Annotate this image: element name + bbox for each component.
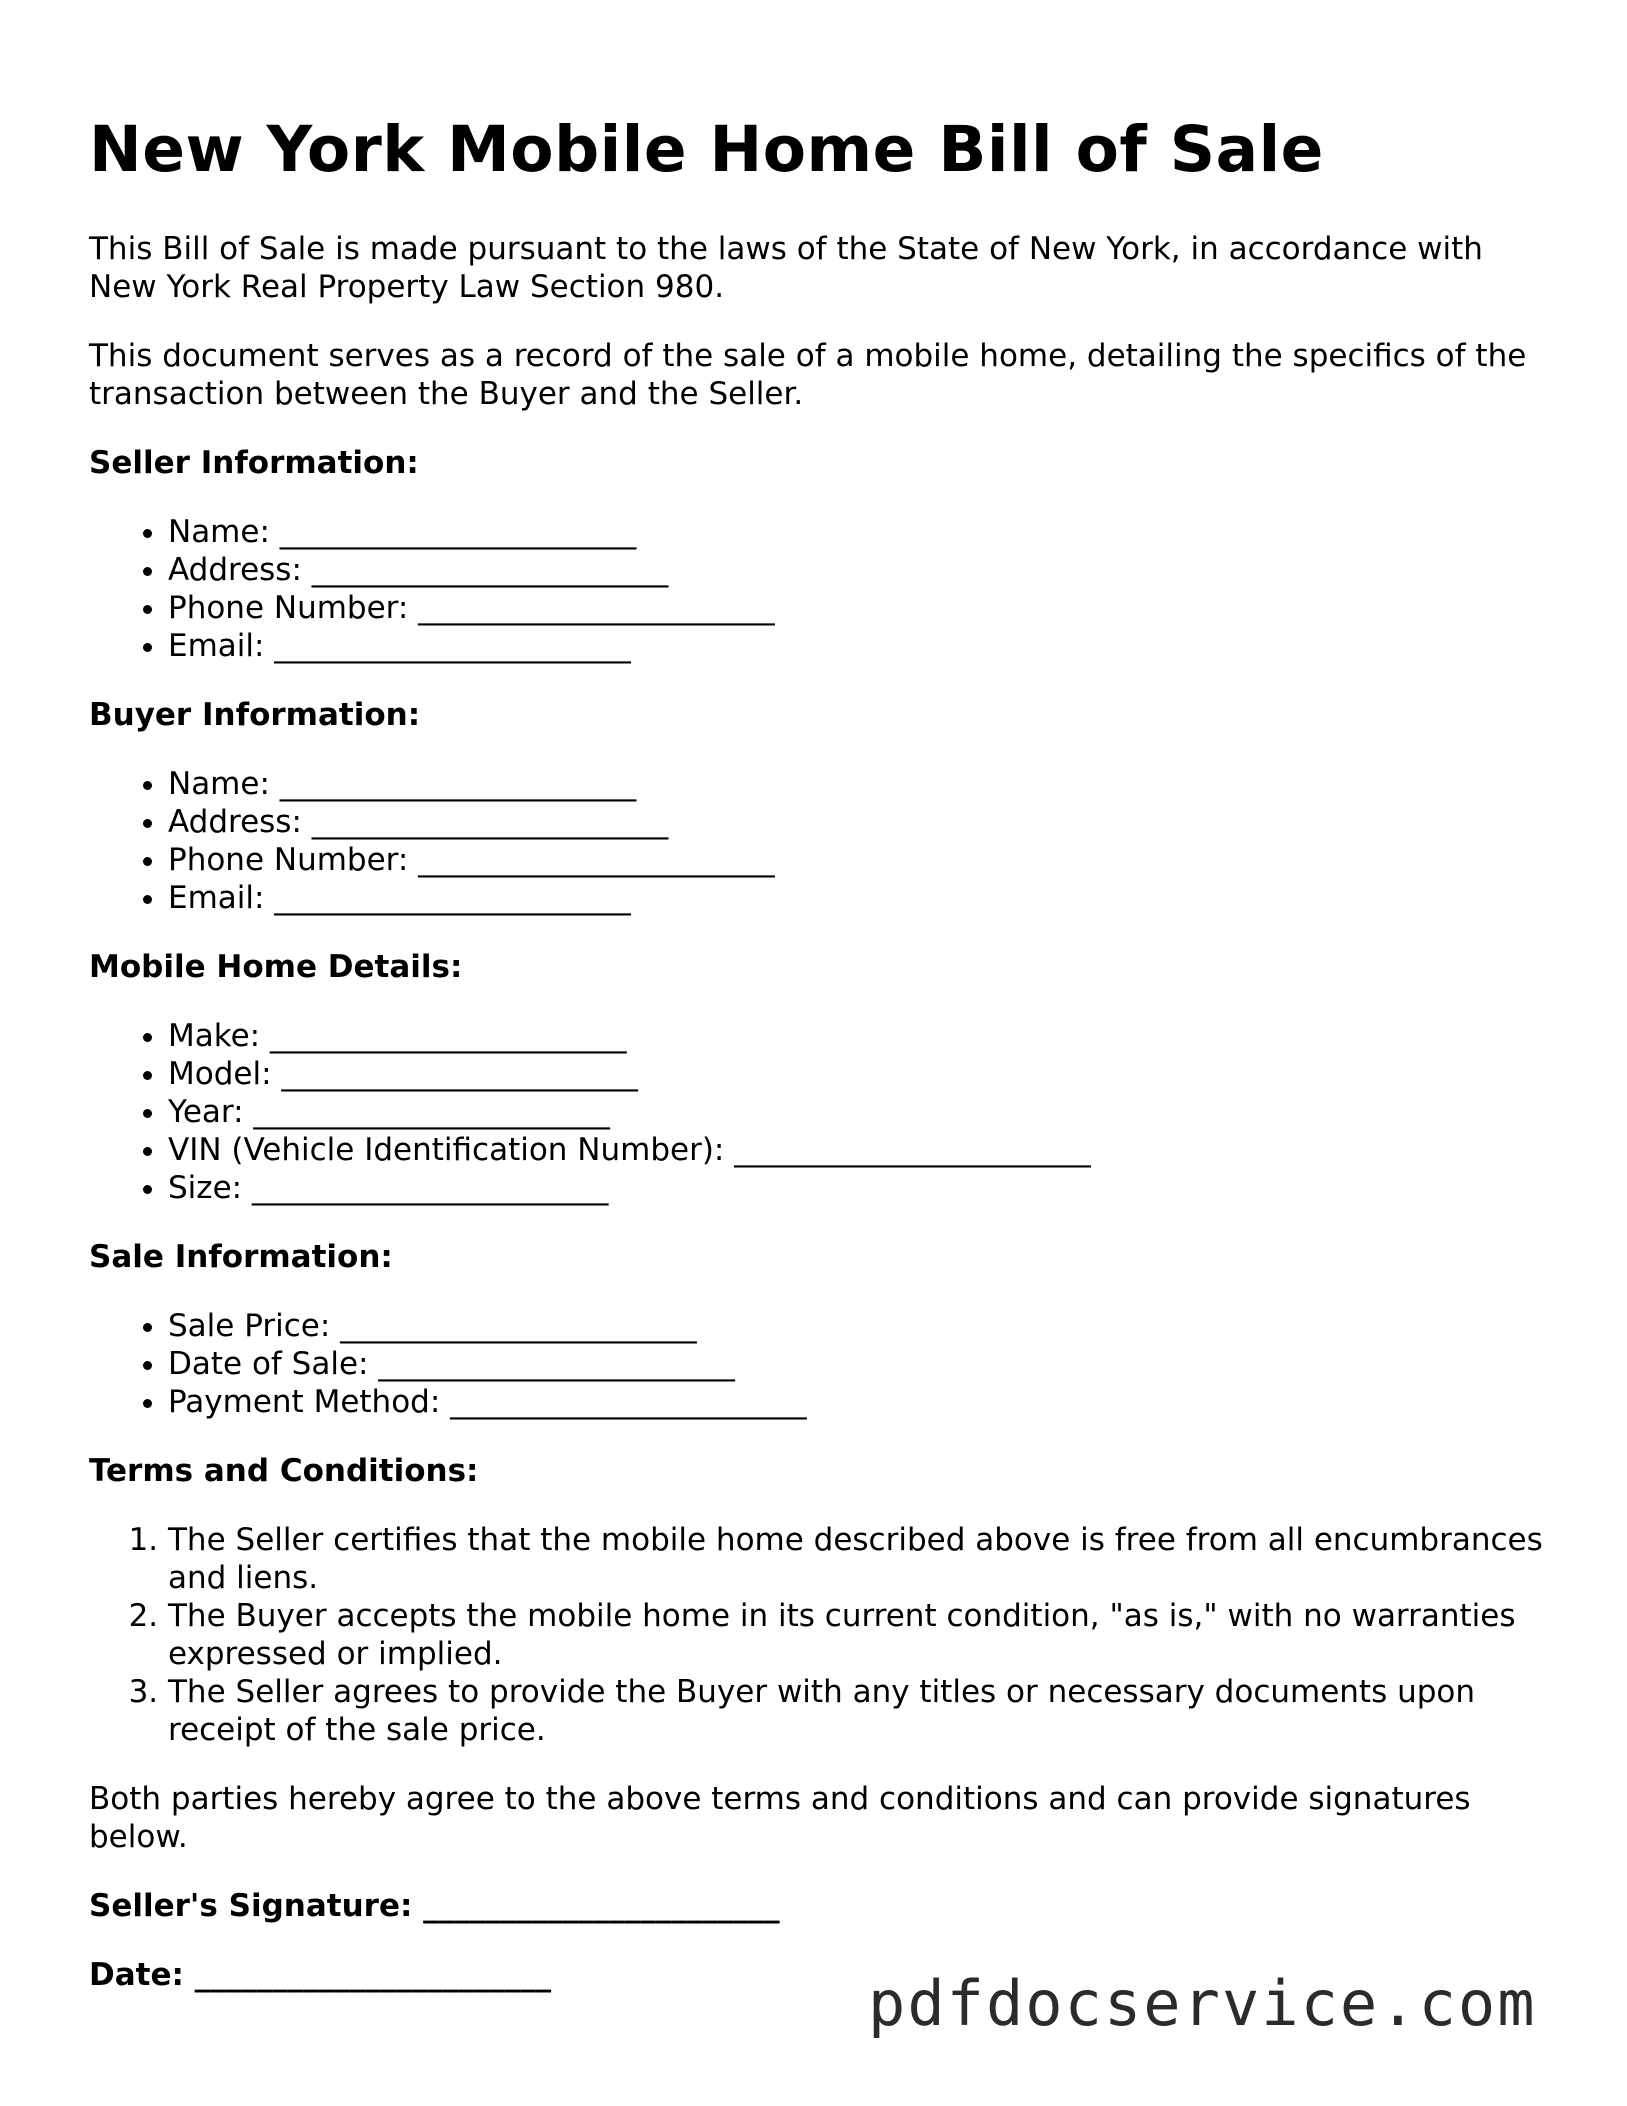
seller-signature-line: Seller's Signature: _______________________ [89, 1888, 780, 1924]
term-item-as-is: 2. The Buyer accepts the mobile home in its current condition, "as is," with no warranties expressed or implied. [168, 1597, 1549, 1673]
buyer-information-heading: Buyer Information: [89, 697, 421, 733]
mobile-home-model-field: • Model: _______________________ [168, 1055, 1549, 1093]
term-item-titles-documents: 3. The Seller agrees to provide the Buyer with any titles or necessary documents upon receipt of the sale price. [168, 1673, 1549, 1749]
watermark-text: pdfdocservice.com [868, 1967, 1537, 2040]
intro-paragraph-legal-basis: This Bill of Sale is made pursuant to the laws of the State of New York, in accordance with New York Real Property Law Section 980. [89, 231, 1483, 305]
buyer-name-field: • Name: _______________________ [168, 765, 1549, 803]
mobile-home-details-list [89, 1017, 1549, 1207]
seller-phone-field: • Phone Number: _______________________ [168, 589, 1549, 627]
terms-and-conditions-list [89, 1521, 1549, 1749]
mobile-home-details-heading: Mobile Home Details: [89, 949, 463, 985]
sale-information-heading: Sale Information: [89, 1239, 393, 1275]
signature-date-line: Date: _______________________ [89, 1957, 552, 1993]
seller-name-field: • Name: _______________________ [168, 513, 1549, 551]
seller-information-list [89, 513, 1549, 665]
intro-paragraph-purpose: This document serves as a record of the sale of a mobile home, detailing the specifics of the transaction between the Buyer and the Seller. [89, 338, 1527, 412]
term-item-free-of-liens: 1. The Seller certifies that the mobile home described above is free from all encumbrances and liens. [168, 1521, 1549, 1597]
terms-and-conditions-heading: Terms and Conditions: [89, 1453, 479, 1489]
seller-information-heading: Seller Information: [89, 445, 419, 481]
mobile-home-size-field: • Size: _______________________ [168, 1169, 1549, 1207]
payment-method-field: • Payment Method: _______________________ [168, 1383, 1549, 1421]
sale-price-field: • Sale Price: _______________________ [168, 1307, 1549, 1345]
buyer-phone-field: • Phone Number: _______________________ [168, 841, 1549, 879]
mobile-home-make-field: • Make: _______________________ [168, 1017, 1549, 1055]
seller-email-field: • Email: _______________________ [168, 627, 1549, 665]
sale-information-list [89, 1307, 1549, 1421]
agreement-paragraph: Both parties hereby agree to the above terms and conditions and can provide signatures below. [89, 1781, 1471, 1855]
buyer-address-field: • Address: _______________________ [168, 803, 1549, 841]
document-title: New York Mobile Home Bill of Sale [89, 113, 1324, 186]
seller-address-field: • Address: _______________________ [168, 551, 1549, 589]
buyer-email-field: • Email: _______________________ [168, 879, 1549, 917]
mobile-home-year-field: • Year: _______________________ [168, 1093, 1549, 1131]
document-page [89, 108, 1549, 2025]
buyer-information-list [89, 765, 1549, 917]
date-of-sale-field: • Date of Sale: _______________________ [168, 1345, 1549, 1383]
mobile-home-vin-field: • VIN (Vehicle Identification Number): _______________________ [168, 1131, 1549, 1169]
